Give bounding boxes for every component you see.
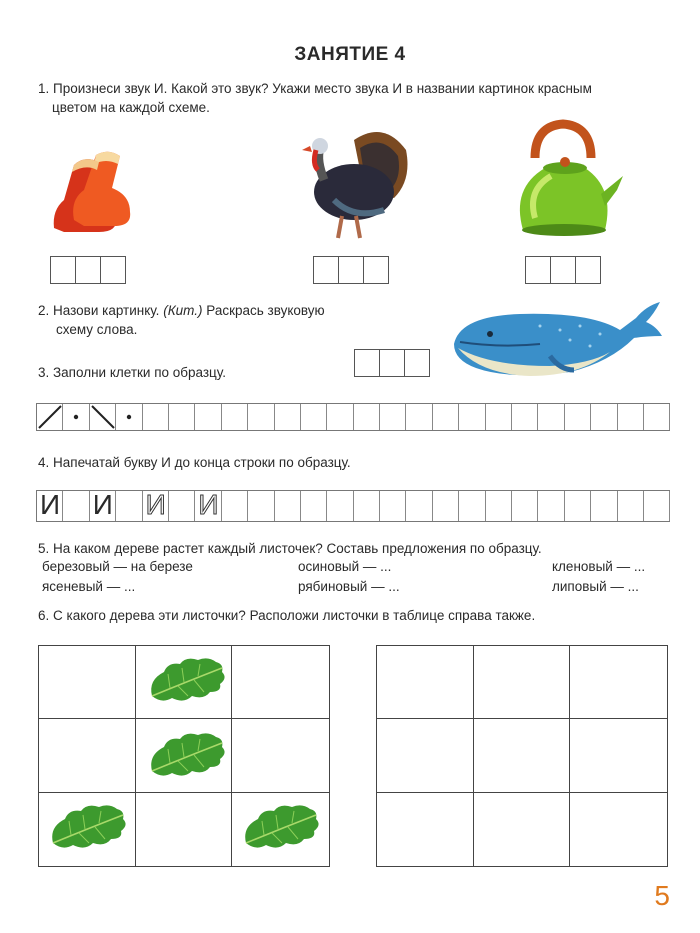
task2-hint: (Кит.) xyxy=(163,303,203,318)
sound-scheme-boots[interactable] xyxy=(50,256,126,284)
letter-cell-dotted: И xyxy=(143,491,169,521)
task2-instruction xyxy=(38,301,398,339)
letter-cell-sample: И xyxy=(37,491,63,521)
task6-instruction: 6. С какого дерева эти листочки? Расположи листочки в таблице справа также. xyxy=(38,608,536,623)
pattern-strip[interactable] xyxy=(36,403,670,431)
task1-line2: цветом на каждой схеме. xyxy=(52,100,210,115)
task5-item: кленовый — ... xyxy=(552,559,646,574)
answer-cell[interactable] xyxy=(377,719,474,792)
task1-line1: 1. Произнеси звук И. Какой это звук? Укажи место звука И в названии картинок красным xyxy=(38,81,592,96)
pattern-cell-dot xyxy=(116,404,142,430)
whale-icon xyxy=(450,296,664,380)
turkey-icon xyxy=(294,120,414,242)
oak-leaf-icon xyxy=(146,731,230,783)
boots-icon xyxy=(44,140,134,240)
task2-line2: схему слова. xyxy=(56,322,138,337)
kettle-icon xyxy=(505,118,625,242)
task3-instruction: 3. Заполни клетки по образцу. xyxy=(38,365,226,380)
leaves-sample-table xyxy=(38,645,330,867)
oak-leaf-icon xyxy=(146,656,230,708)
task2-suffix: Раскрась звуковую xyxy=(206,303,325,318)
answer-cell[interactable] xyxy=(377,793,474,866)
sound-scheme-kettle[interactable] xyxy=(525,256,601,284)
task5-instruction: 5. На каком дереве растет каждый листочек? Составь предложения по образцу. xyxy=(38,541,542,556)
letter-cell-dotted: И xyxy=(195,491,221,521)
answer-cell[interactable] xyxy=(377,646,474,719)
pattern-cell-dot xyxy=(63,404,89,430)
sound-scheme-whale[interactable] xyxy=(354,349,430,377)
pattern-cell-backslash xyxy=(90,404,116,430)
task2-prefix: 2. Назови картинку. xyxy=(38,303,160,318)
pattern-cell-slash xyxy=(37,404,63,430)
page-title: ЗАНЯТИЕ 4 xyxy=(294,44,406,65)
task4-instruction: 4. Напечатай букву И до конца строки по образцу. xyxy=(38,455,351,470)
answer-cell[interactable] xyxy=(570,646,667,719)
answer-cell[interactable] xyxy=(474,719,571,792)
answer-cell[interactable] xyxy=(570,793,667,866)
letter-cell-sample: И xyxy=(90,491,116,521)
leaves-answer-table[interactable] xyxy=(376,645,668,867)
oak-leaf-icon xyxy=(47,803,131,855)
answer-cell[interactable] xyxy=(474,646,571,719)
task5-item: липовый — ... xyxy=(552,579,639,594)
task5-item: осиновый — ... xyxy=(298,559,392,574)
page-number: 5 xyxy=(654,880,670,911)
letter-strip[interactable] xyxy=(36,490,670,522)
answer-cell[interactable] xyxy=(474,793,571,866)
task1-instruction xyxy=(38,79,678,117)
answer-cell[interactable] xyxy=(570,719,667,792)
task5-item: ясеневый — ... xyxy=(42,579,136,594)
oak-leaf-icon xyxy=(240,803,324,855)
task5-item: березовый — на березе xyxy=(42,559,193,574)
sound-scheme-turkey[interactable] xyxy=(313,256,389,284)
task5-item: рябиновый — ... xyxy=(298,579,400,594)
